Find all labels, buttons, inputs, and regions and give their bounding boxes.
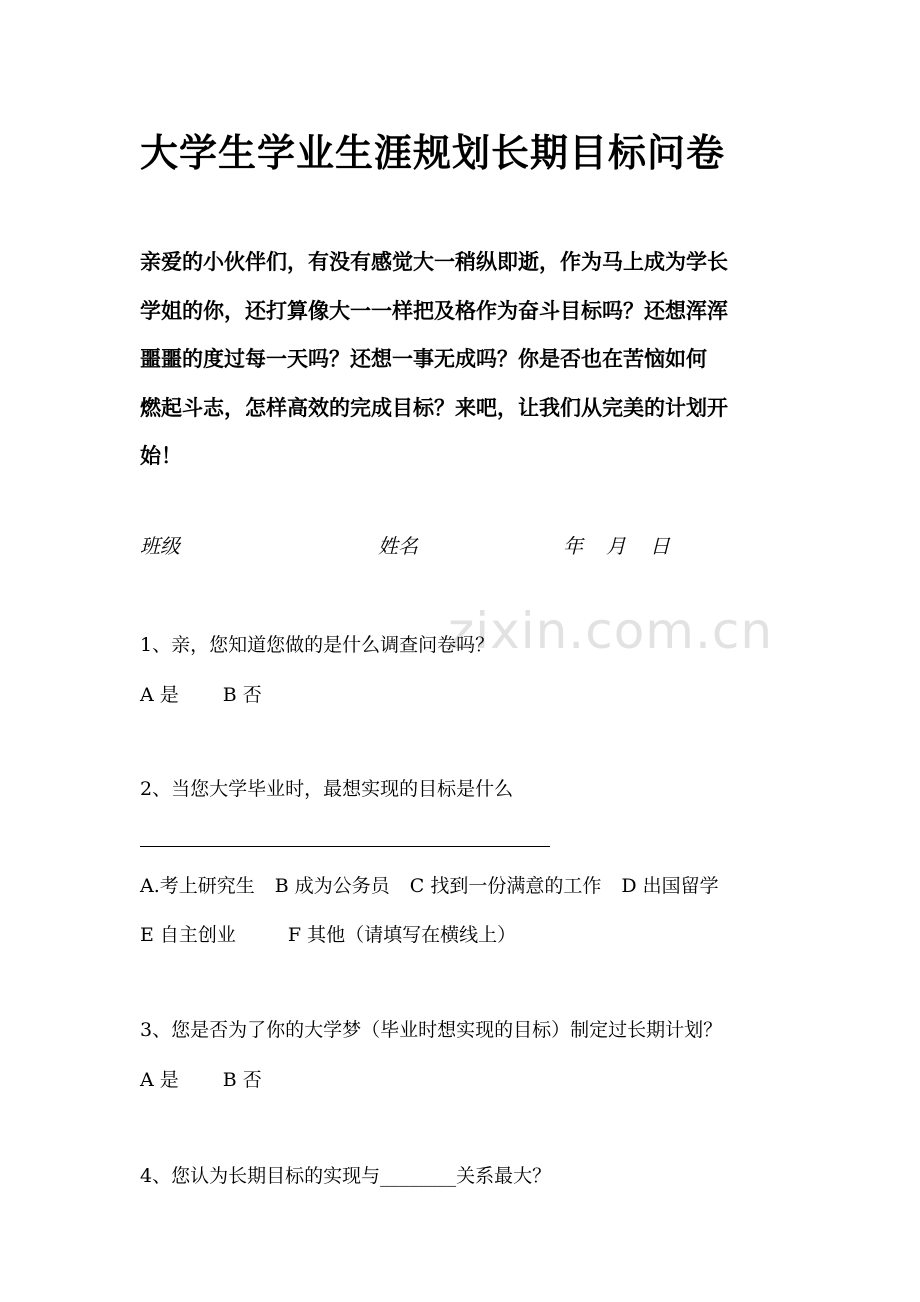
option-a: A 是 [140, 684, 179, 706]
question-1-options [140, 680, 262, 707]
class-label: 班级 [140, 534, 180, 558]
intro-line: 燃起斗志，怎样高效的完成目标？来吧，让我们从完美的计划开 [140, 394, 728, 420]
option-e: E 自主创业 [140, 924, 236, 946]
option-b: B 成为公务员 [274, 875, 390, 897]
day-label: 日 [650, 534, 670, 558]
question-3-options [140, 1065, 262, 1092]
question-1: 1、亲，您知道您做的是什么调查问卷吗？ [140, 634, 495, 656]
question-3: 3、您是否为了你的大学梦（毕业时想实现的目标）制定过长期计划？ [140, 1019, 723, 1041]
question-4: 4、您认为长期目标的实现与________关系最大？ [140, 1165, 552, 1187]
intro-line: 始！ [140, 443, 182, 468]
option-b: B 否 [222, 1069, 262, 1091]
option-a: A.考上研究生 [140, 875, 255, 897]
intro-line: 亲爱的小伙伴们，有没有感觉大一稍纵即逝，作为马上成为学长 [140, 249, 728, 274]
option-f: F 其他（请填写在横线上） [287, 924, 517, 946]
intro-paragraph [140, 238, 790, 481]
option-a: A 是 [140, 1069, 179, 1091]
question-2: 2、当您大学毕业时，最想实现的目标是什么 [140, 778, 514, 800]
option-c: C 找到一份满意的工作 [409, 875, 602, 897]
option-b: B 否 [222, 684, 262, 706]
name-label: 姓名 [378, 534, 418, 558]
watermark: zixin.com.cn [448, 602, 774, 660]
month-label: 月 [606, 534, 626, 558]
answer-blank-line [140, 846, 550, 847]
question-2-options-line-1 [140, 871, 719, 898]
question-2-options-line-2 [140, 920, 516, 947]
intro-line: 噩噩的度过每一天吗？还想一事无成吗？你是否也在苦恼如何 [140, 346, 707, 371]
intro-line: 学姐的你，还打算像大一一样把及格作为奋斗目标吗？还想浑浑 [140, 297, 728, 323]
page-title: 大学生学业生涯规划长期目标问卷 [140, 131, 726, 175]
year-label: 年 [563, 534, 583, 558]
option-d: D 出国留学 [621, 875, 719, 897]
